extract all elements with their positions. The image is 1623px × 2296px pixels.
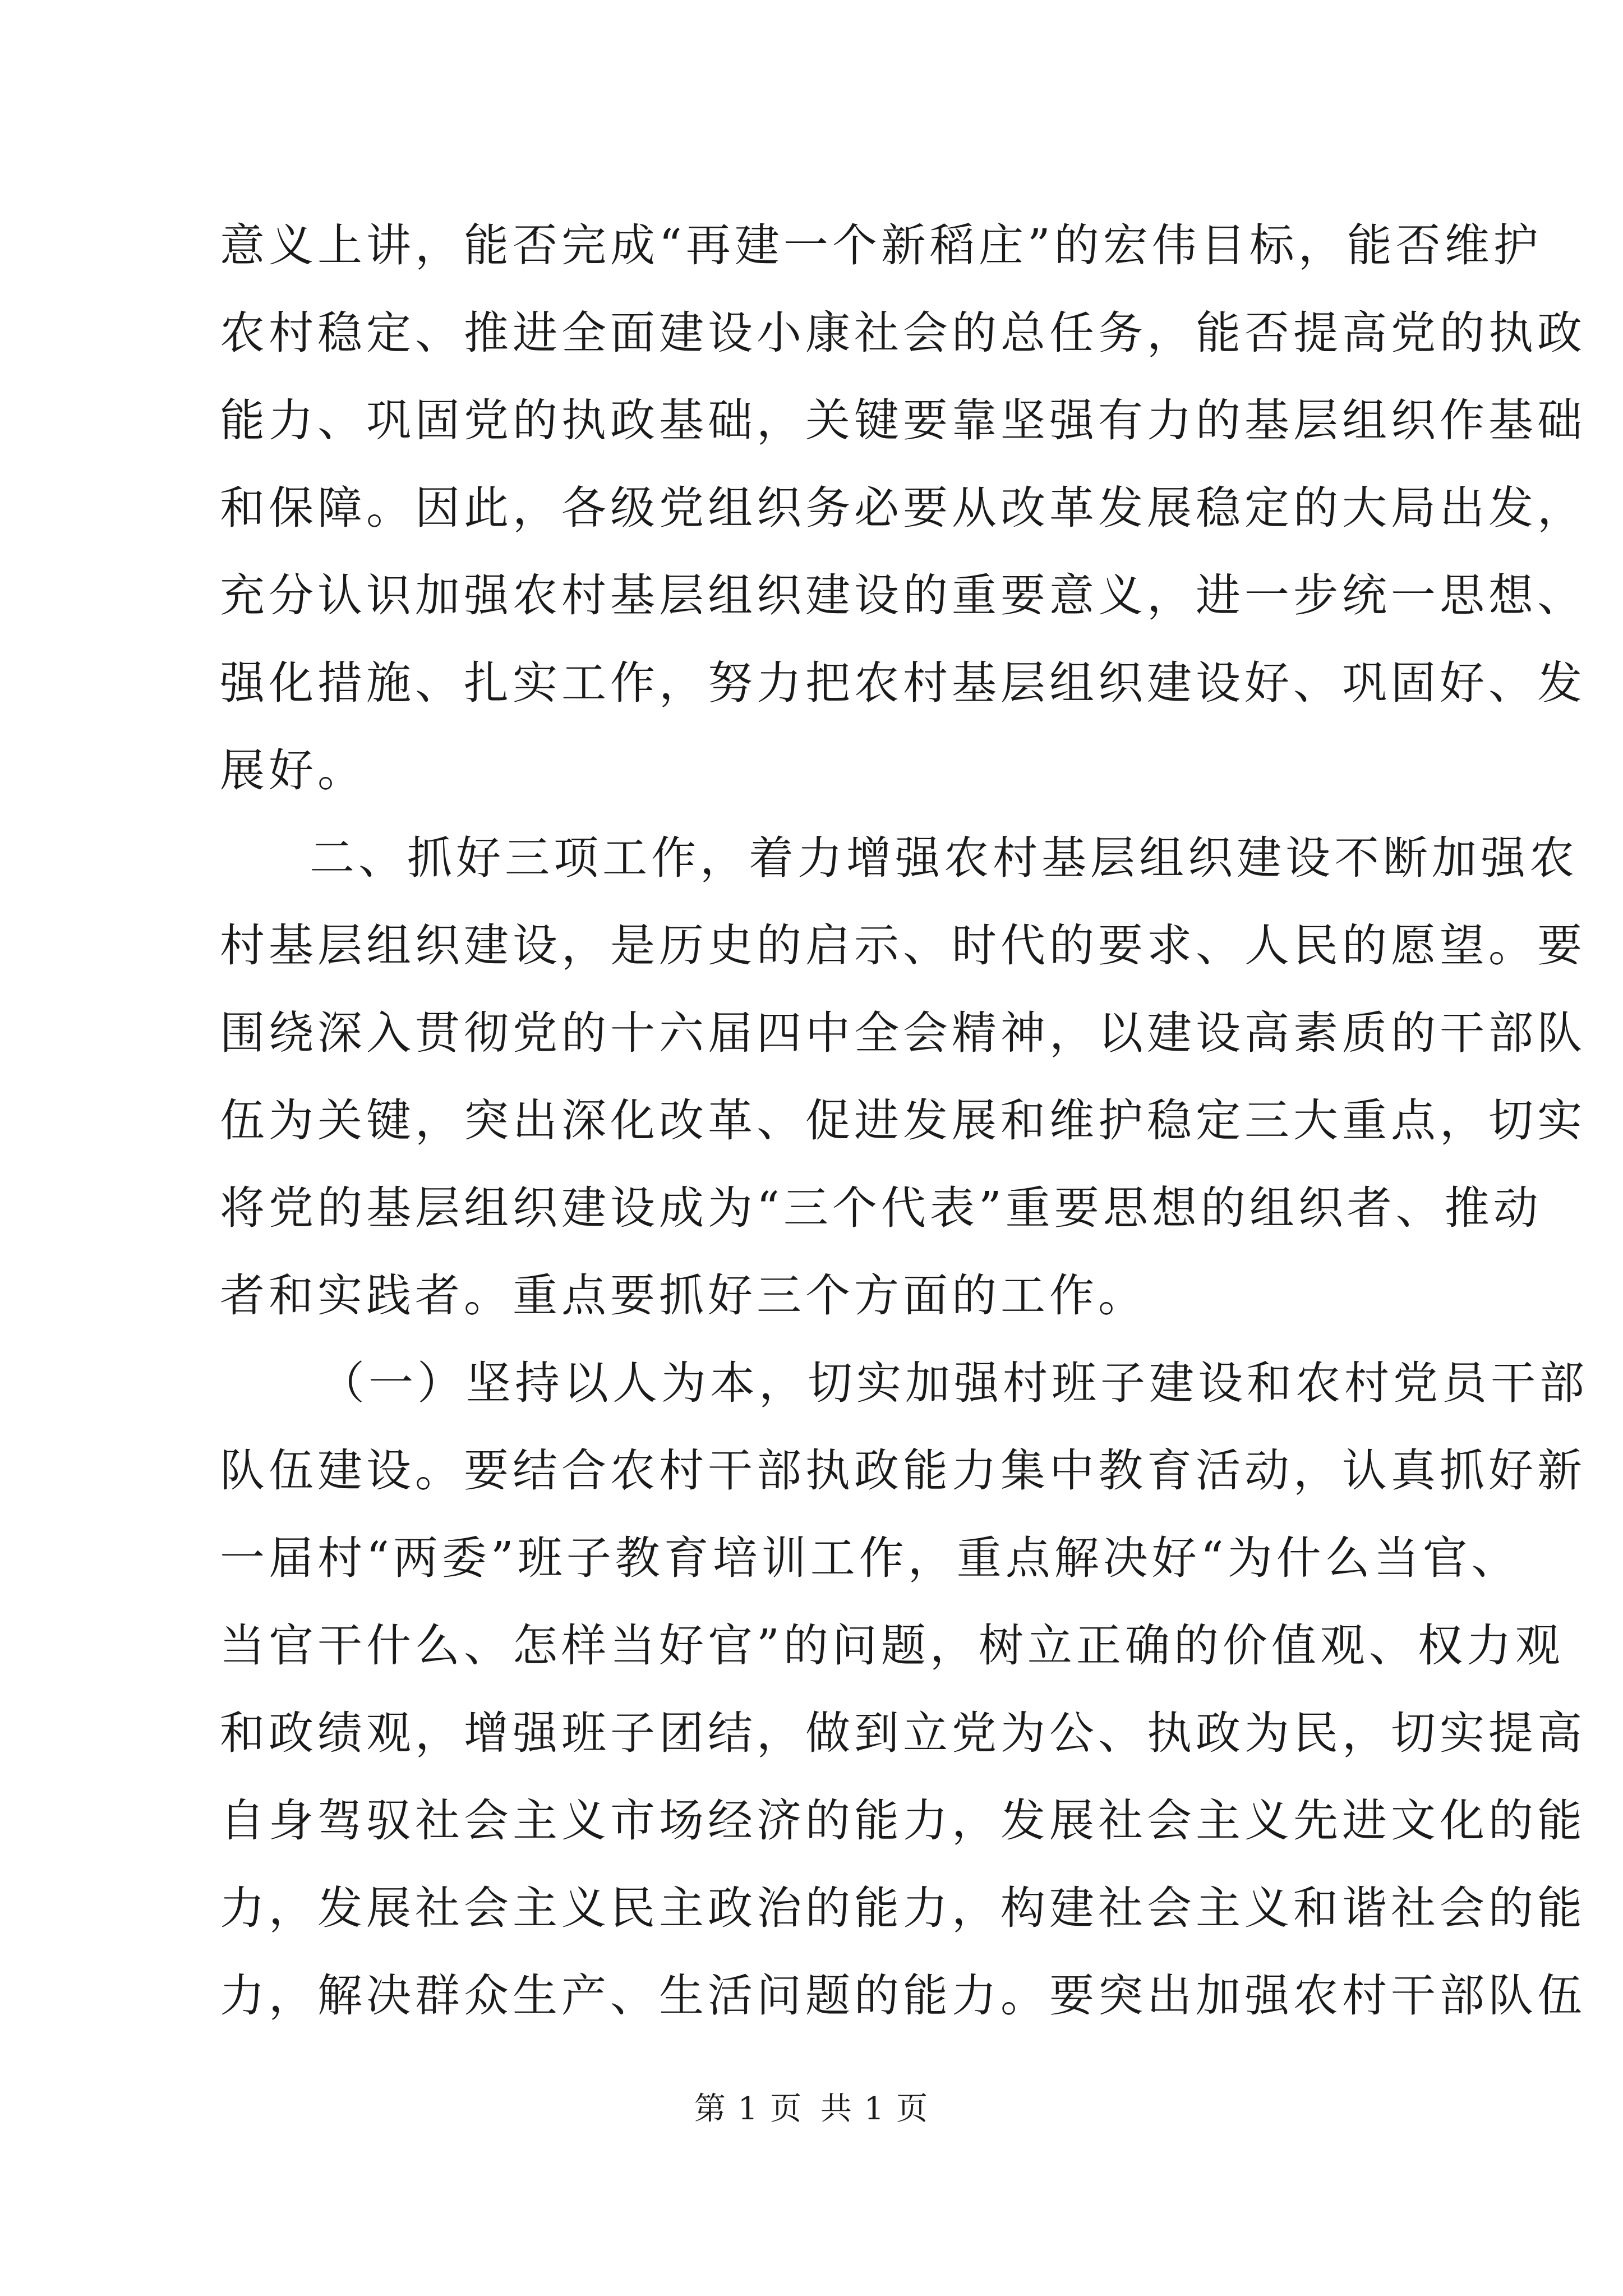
text-line: 展好。 (220, 744, 366, 797)
page-footer (0, 2087, 1623, 2132)
text-line: 队伍建设。要结合农村干部执政能力集中教育活动，认真抓好新 (220, 1444, 1586, 1497)
page-number: 第 1 页 (694, 2091, 803, 2127)
text-line: 力，发展社会主义民主政治的能力，构建社会主义和谐社会的能 (220, 1882, 1586, 1934)
text-line: 意义上讲，能否完成“再建一个新稻庄”的宏伟目标，能否维护 (220, 219, 1542, 272)
text-line: 二、抓好三项工作，着力增强农村基层组织建设不断加强农 (310, 832, 1578, 884)
text-line: 力，解决群众生产、生活问题的能力。要突出加强农村干部队伍 (220, 1970, 1586, 2022)
text-line: 充分认识加强农村基层组织建设的重要意义，进一步统一思想、 (220, 569, 1586, 622)
text-line: （一）坚持以人为本，切实加强村班子建设和农村党员干部 (320, 1357, 1588, 1409)
text-line: 围绕深入贯彻党的十六届四中全会精神，以建设高素质的干部队 (220, 1007, 1586, 1059)
text-line: 当官干什么、怎样当好官”的问题，树立正确的价值观、权力观 (220, 1619, 1564, 1672)
text-line: 农村稳定、推进全面建设小康社会的总任务，能否提高党的执政 (220, 307, 1586, 359)
text-line: 将党的基层组织建设成为“三个代表”重要思想的组织者、推动 (220, 1182, 1542, 1234)
text-line: 和政绩观，增强班子团结，做到立党为公、执政为民，切实提高 (220, 1707, 1586, 1759)
text-line: 能力、巩固党的执政基础，关键要靠坚强有力的基层组织作基础 (220, 394, 1586, 447)
text-line: 者和实践者。重点要抓好三个方面的工作。 (220, 1269, 1147, 1322)
document-body (220, 202, 1588, 2040)
text-line: 伍为关键，突出深化改革、促进发展和维护稳定三大重点，切实 (220, 1094, 1586, 1147)
text-line: 和保障。因此，各级党组织务必要从改革发展稳定的大局出发， (220, 482, 1586, 534)
text-line: 强化措施、扎实工作，努力把农村基层组织建设好、巩固好、发 (220, 657, 1586, 709)
total-pages: 共 1 页 (820, 2091, 929, 2127)
text-line: 一届村“两委”班子教育培训工作，重点解决好“为什么当官、 (220, 1532, 1520, 1584)
text-line: 村基层组织建设，是历史的启示、时代的要求、人民的愿望。要 (220, 919, 1586, 972)
text-line: 自身驾驭社会主义市场经济的能力，发展社会主义先进文化的能 (220, 1795, 1586, 1847)
